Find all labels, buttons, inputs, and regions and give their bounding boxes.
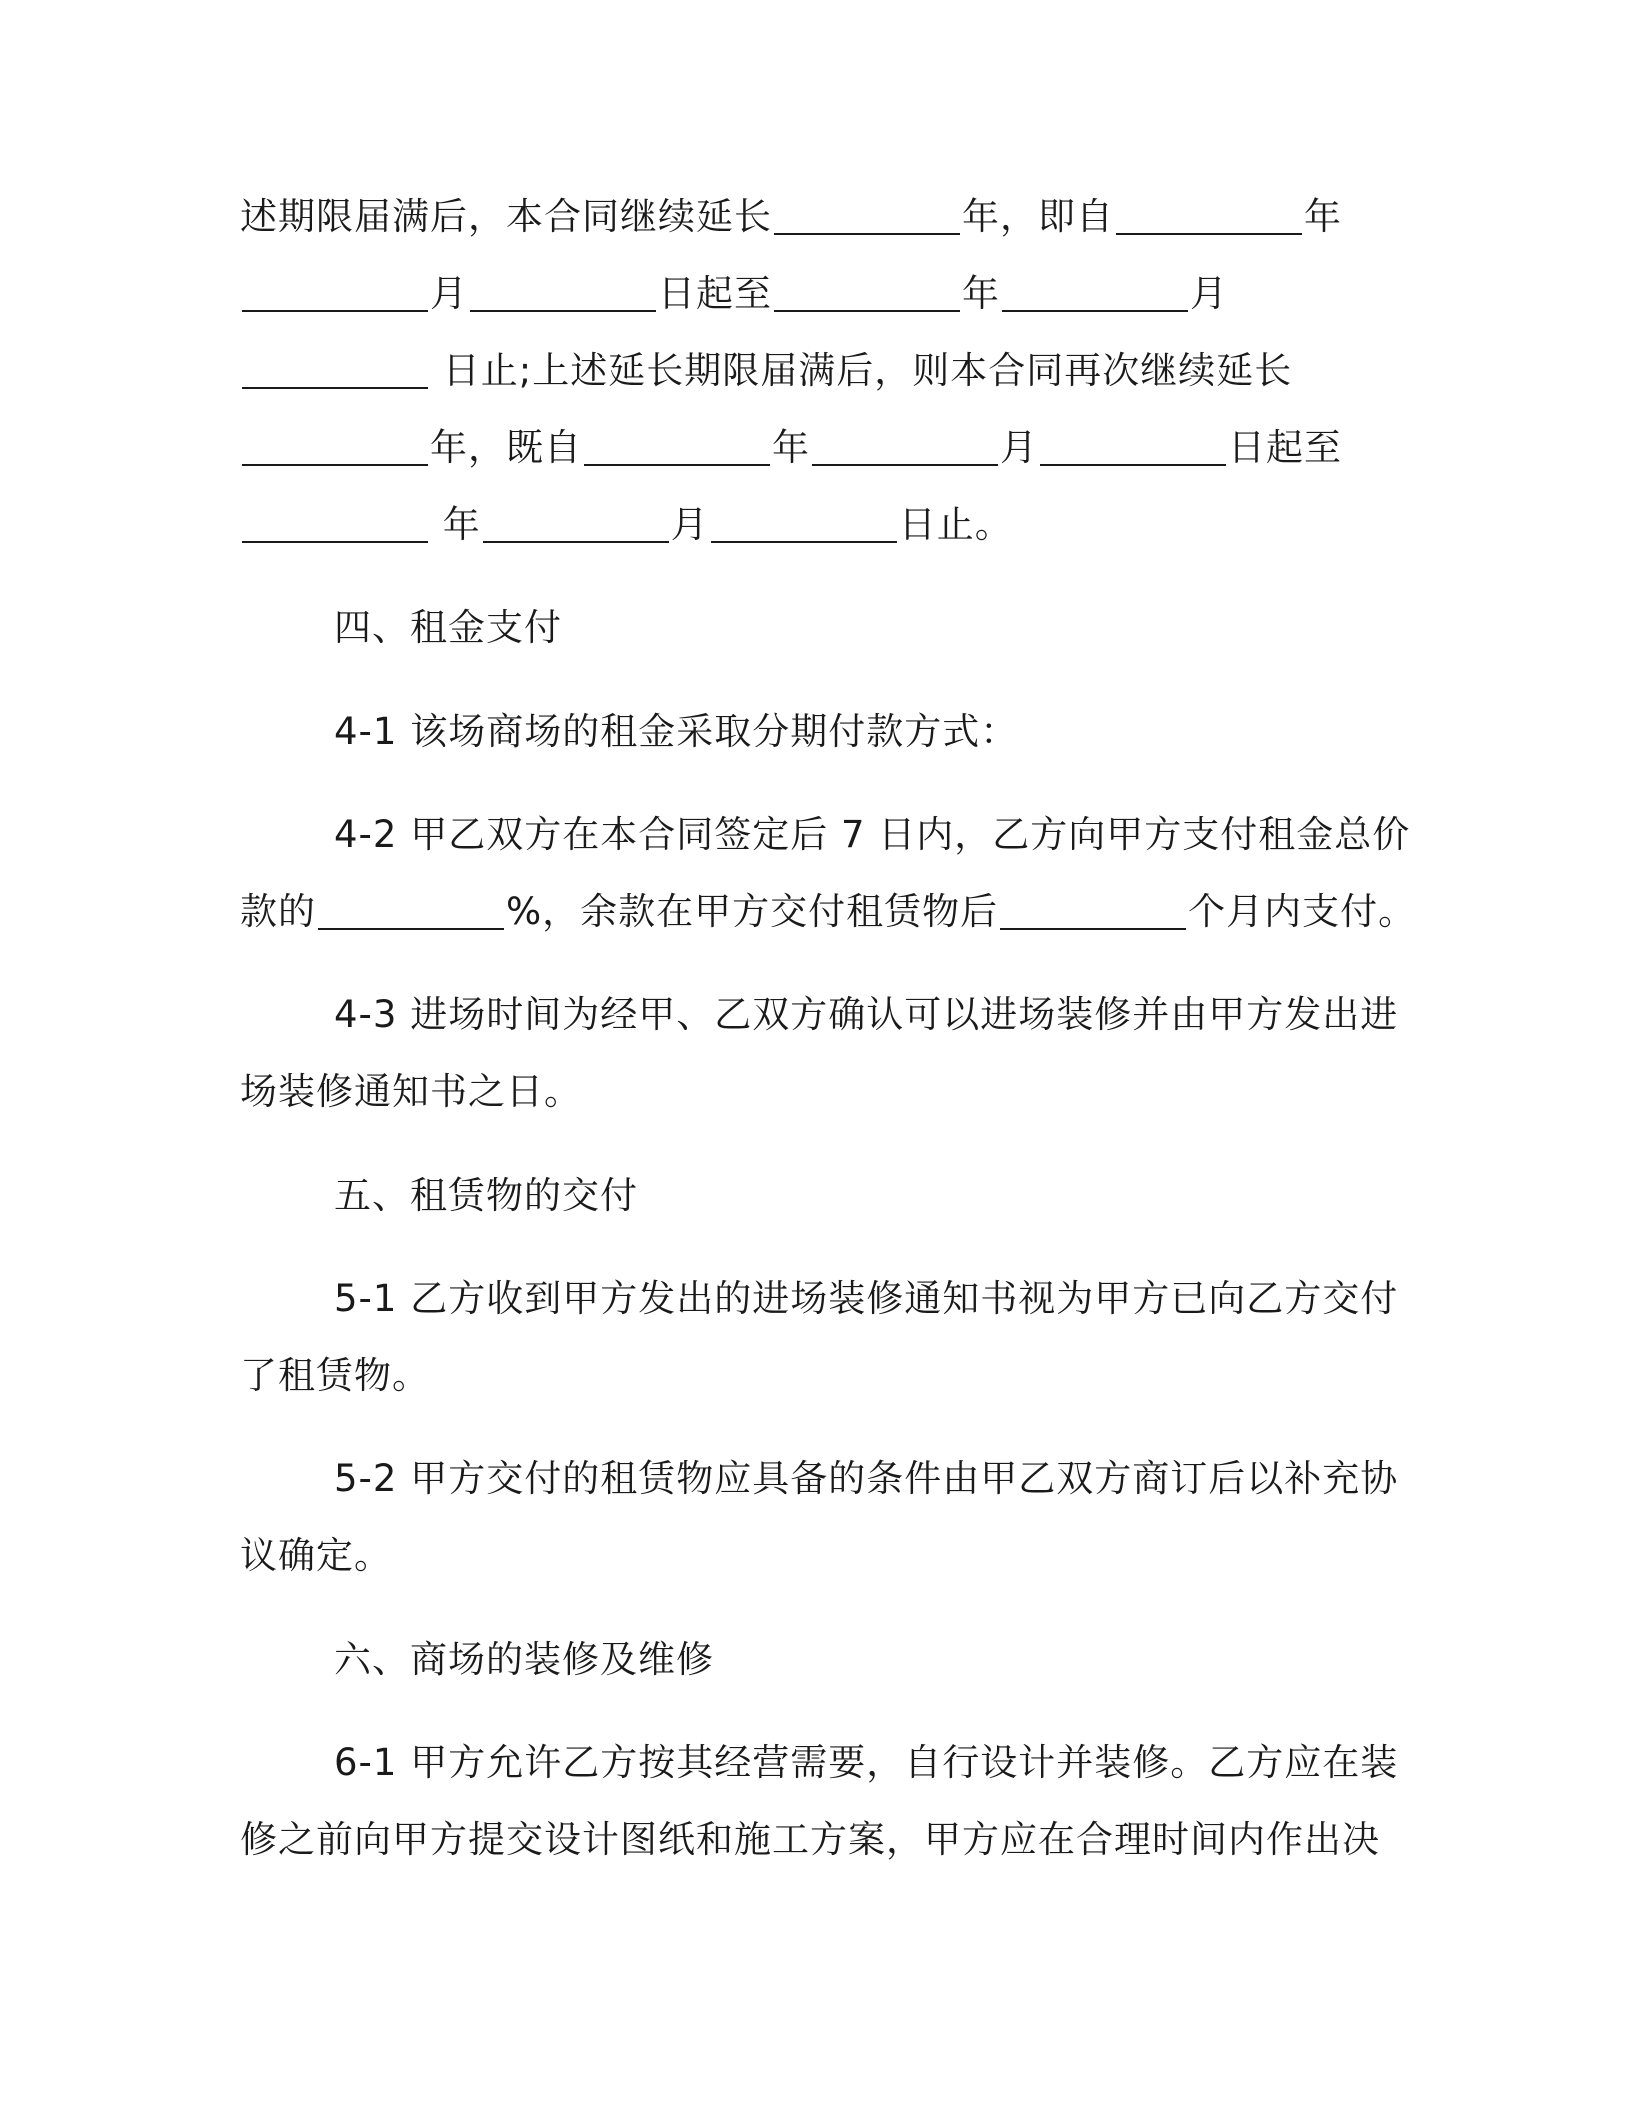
- text-segment: 述期限届满后，本合同继续延长: [240, 195, 772, 238]
- section-heading-6: 六、商场的装修及维修: [334, 1638, 714, 1681]
- text-segment: 年，即自: [962, 195, 1114, 238]
- fill-in-blank: [711, 539, 897, 543]
- fill-in-blank: [242, 385, 428, 389]
- fill-in-blank: [242, 462, 428, 466]
- text-segment: 个月内支付。: [1188, 890, 1417, 933]
- text-line-2: [240, 270, 1228, 318]
- fill-in-blank: [774, 231, 960, 235]
- clause-4-2: 4-2 甲乙双方在本合同签定后 7 日内，乙方向甲方支付租金总价: [334, 813, 1411, 856]
- clause-5-2: 5-2 甲方交付的租赁物应具备的条件由甲乙双方商订后以补充协: [334, 1457, 1399, 1500]
- fill-in-blank: [1040, 462, 1226, 466]
- fill-in-blank: [774, 308, 960, 312]
- fill-in-blank: [1116, 231, 1302, 235]
- clause-5-2-continued: 议确定。: [240, 1534, 392, 1577]
- fill-in-blank: [584, 462, 770, 466]
- fill-in-blank: [1002, 308, 1188, 312]
- text-segment: 年: [962, 272, 1000, 315]
- clause-6-1: 6-1 甲方允许乙方按其经营需要，自行设计并装修。乙方应在装: [334, 1741, 1399, 1784]
- text-segment: 年: [772, 426, 810, 469]
- text-segment: %，余款在甲方交付租赁物后: [506, 890, 999, 933]
- clause-4-1: 4-1 该场商场的租金采取分期付款方式：: [334, 710, 1019, 753]
- text-segment: 款的: [240, 890, 316, 933]
- text-line-1: [240, 193, 1342, 241]
- clause-5-1-continued: 了租赁物。: [240, 1354, 430, 1397]
- text-segment: 年: [430, 503, 481, 546]
- text-segment: 年，既自: [430, 426, 582, 469]
- text-line-3: [240, 347, 1292, 395]
- section-heading-4: 四、租金支付: [334, 606, 562, 649]
- fill-in-blank: [483, 539, 669, 543]
- text-segment: 日起至: [658, 272, 772, 315]
- section-heading-5: 五、租赁物的交付: [334, 1174, 638, 1217]
- clause-4-3-continued: 场装修通知书之日。: [240, 1070, 582, 1113]
- clause-6-1-continued: 修之前向甲方提交设计图纸和施工方案，甲方应在合理时间内作出决: [240, 1818, 1380, 1861]
- clause-5-1: 5-1 乙方收到甲方发出的进场装修通知书视为甲方已向乙方交付: [334, 1277, 1399, 1320]
- clause-4-3: 4-3 进场时间为经甲、乙双方确认可以进场装修并由甲方发出进: [334, 993, 1399, 1036]
- text-segment: 日止;上述延长期限届满后，则本合同再次继续延长: [430, 349, 1293, 392]
- clause-4-2-continued: [240, 888, 1416, 936]
- fill-in-blank: [812, 462, 998, 466]
- fill-in-blank: [318, 926, 504, 930]
- fill-in-blank: [242, 539, 428, 543]
- text-segment: 日止。: [898, 503, 1013, 546]
- fill-in-blank: [1000, 926, 1186, 930]
- fill-in-blank: [470, 308, 656, 312]
- fill-in-blank: [242, 308, 428, 312]
- text-segment: 年: [1304, 195, 1342, 238]
- text-line-4: [240, 424, 1342, 472]
- text-segment: 月: [670, 503, 709, 546]
- text-segment: 月: [1190, 272, 1228, 315]
- text-segment: 日起至: [1228, 426, 1342, 469]
- text-segment: 月: [430, 272, 468, 315]
- text-segment: 月: [1000, 426, 1038, 469]
- text-line-5: [240, 501, 1013, 549]
